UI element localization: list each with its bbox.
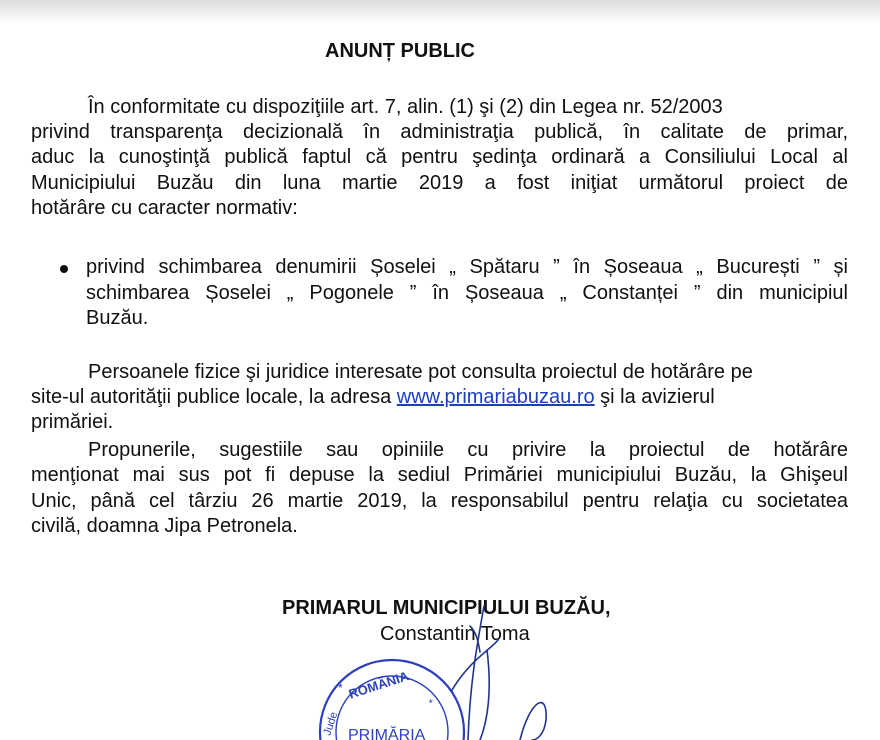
paragraph3-line4: civilă, doamna Jipa Petronela. (31, 515, 298, 537)
svg-text:*: * (338, 681, 343, 695)
paragraph2-line3: primăriei. (31, 411, 114, 433)
bullet-line2: schimbarea Șoselei „ Pogonele ” în Șoseaua „ Constanței ” din municipiul (86, 282, 848, 304)
signature-title: PRIMARUL MUNICIPIULUI BUZĂU, (282, 597, 611, 619)
paragraph2-line1: Persoanele fizice şi juridice interesate pot consulta proiectul de hotărâre pe (88, 361, 753, 383)
bullet-line3: Buzău. (86, 307, 149, 329)
paragraph1-line5: hotărâre cu caracter normativ: (31, 197, 298, 219)
paragraph1-line3: aduc la cunoştinţă publică faptul că pentru şedinţa ordinară a Consiliului Local al (31, 146, 848, 168)
paragraph2-line2-after: şi la avizierul (594, 386, 715, 408)
document-title: ANUNȚ PUBLIC (325, 40, 475, 62)
paragraph1-line2: privind transparenţa decizională în administraţia publică, în calitate de primar, (31, 121, 848, 143)
paragraph1-line4: Municipiului Buzău din luna martie 2019 a fost iniţiat următorul proiect de (31, 172, 848, 194)
signature-name: Constantin Toma (380, 623, 530, 645)
paragraph3-line2: menţionat mai sus pot fi depuse la sediul Primăriei municipiului Buzău, la Ghişeul (31, 464, 848, 486)
paragraph1-line1: În conformitate cu dispoziţiile art. 7, alin. (1) şi (2) din Legea nr. 52/2003 (88, 96, 723, 118)
stamp-left-text: Jude (321, 710, 341, 737)
bullet-line1: privind schimbarea denumirii Șoselei „ Spătaru ” în Șoseaua „ București ” și (86, 256, 848, 278)
svg-text:*: * (422, 697, 435, 708)
official-stamp (320, 660, 464, 740)
stamp-center-text: PRIMĂRIA (348, 727, 426, 740)
paragraph3-line1: Propunerile, sugestiile sau opiniile cu privire la proiectul de hotărâre (88, 439, 848, 461)
website-link[interactable]: www.primariabuzau.ro (396, 386, 595, 408)
handwritten-signature (452, 606, 546, 740)
paragraph3-line3: Unic, până cel târziu 26 martie 2019, la responsabilul pentru relaţia cu societatea (31, 490, 848, 512)
paragraph2-line2-before: site-ul autorităţii publice locale, la adresa (31, 386, 397, 408)
stamp-top-text: ROMÂNIA (346, 668, 411, 702)
